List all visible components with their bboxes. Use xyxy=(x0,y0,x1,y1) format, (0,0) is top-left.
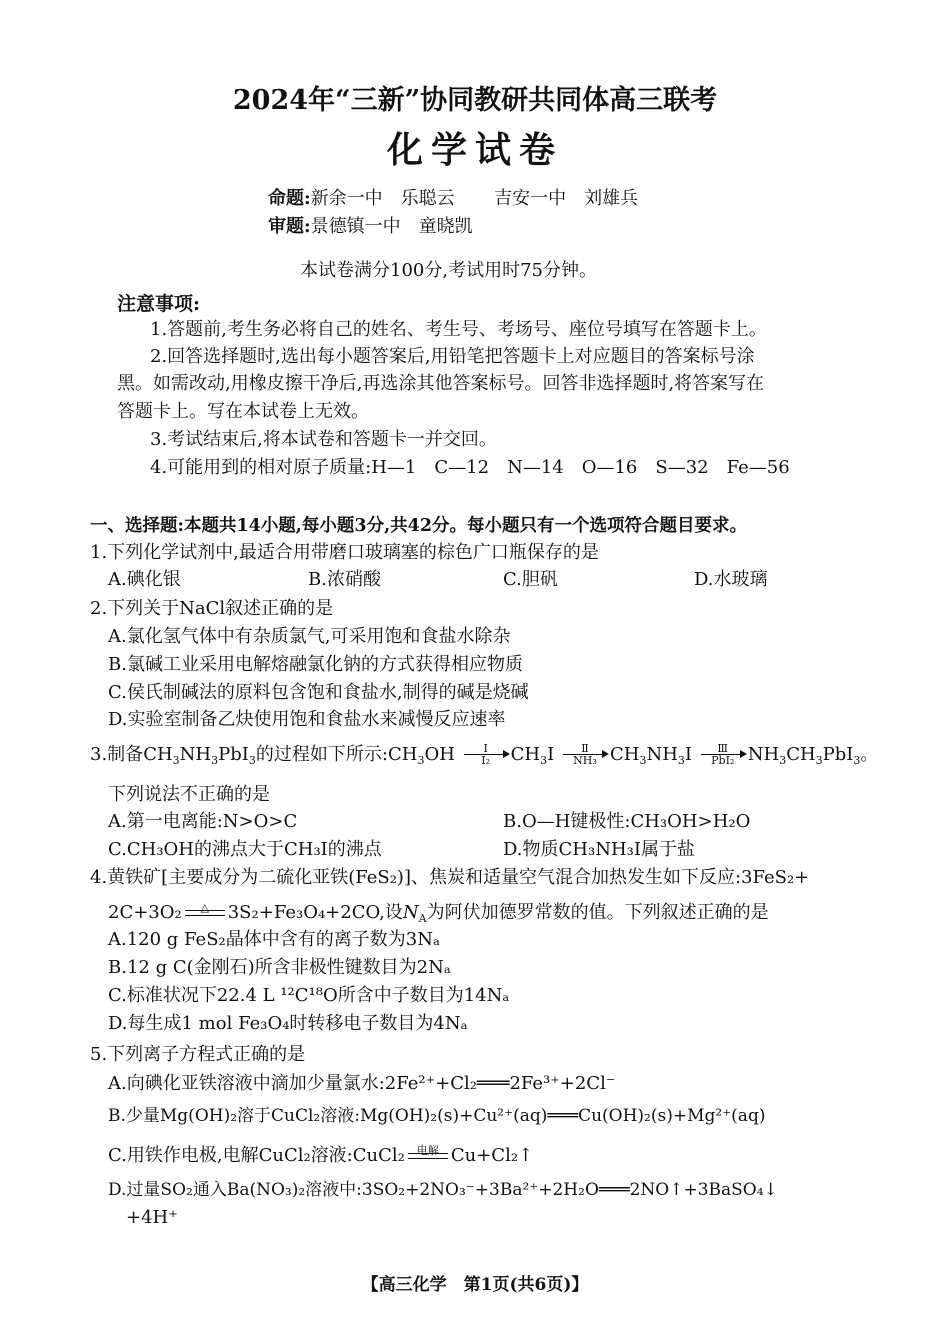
authors-line xyxy=(268,187,638,211)
authors-label: 命题: xyxy=(268,188,311,209)
score-info: 本试卷满分100分,考试用时75分钟。 xyxy=(300,260,597,281)
q3-arrow-2: Ⅱ NH₃ xyxy=(563,743,607,767)
note-3: 3.考试结束后,将本试卷和答题卡一并交回。 xyxy=(150,429,497,450)
q2-stem: 2.下列关于NaCl叙述正确的是 xyxy=(90,598,334,619)
q3-arrow-1: Ⅰ I₂ xyxy=(464,743,508,767)
q5-option-d-line1: D.过量SO₂通入Ba(NO₃)₂溶液中:3SO₂+2NO₃⁻+3Ba²⁺+2H₂O═══2NO↑+3BaSO₄↓ xyxy=(108,1180,778,1200)
q5-option-b: B.少量Mg(OH)₂溶于CuCl₂溶液:Mg(OH)₂(s)+Cu²⁺(aq)═══Cu(OH)₂(s)+Mg²⁺(aq) xyxy=(108,1106,766,1126)
page-footer: 【高三化学 第1页(共6页)】 xyxy=(361,1275,589,1295)
q4-equation xyxy=(108,901,769,931)
q1-option-b: B.浓硝酸 xyxy=(308,569,381,590)
section-1-heading: 一、选择题:本题共14小题,每小题3分,共42分。每小题只有一个选项符合题目要求。 xyxy=(90,516,748,536)
reviewer-label: 审题: xyxy=(268,216,311,237)
q4-stem-1: 4.黄铁矿[主要成分为二硫化亚铁(FeS₂)]、焦炭和适量空气混合加热发生如下反应:3FeS₂+ xyxy=(90,867,810,888)
subject-title: 化学试卷 xyxy=(386,129,563,171)
q2-option-c: C.侯氏制碱法的原料包含饱和食盐水,制得的碱是烧碱 xyxy=(108,682,529,703)
q1-option-c: C.胆矾 xyxy=(503,569,558,590)
note-2c: 答题卡上。写在本试卷上无效。 xyxy=(117,401,369,422)
reviewer-name: 景德镇一中 童晓凯 xyxy=(310,216,473,237)
q3-option-a: A.第一电离能:N>O>C xyxy=(108,811,298,832)
q3-option-b: B.O—H键极性:CH₃OH>H₂O xyxy=(503,811,751,832)
q2-option-a: A.氯化氢气体中有杂质氯气,可采用饱和食盐水除杂 xyxy=(108,626,511,647)
q2-option-b: B.氯碱工业采用电解熔融氯化钠的方式获得相应物质 xyxy=(108,654,523,675)
q1-option-d: D.水玻璃 xyxy=(694,569,768,590)
q4-na-symbol: N xyxy=(402,902,419,923)
note-2b: 黑。如需改动,用橡皮擦干净后,再选涂其他答案标号。回答非选择题时,将答案写在 xyxy=(117,373,765,394)
notes-heading: 注意事项: xyxy=(117,293,201,315)
q3-stem-prefix: 3.制备 xyxy=(90,744,144,765)
q3-arrow-3: Ⅲ PbI₂ xyxy=(701,743,745,767)
q3-stem-mid: 的过程如下所示: xyxy=(255,744,388,765)
note-2a: 2.回答选择题时,选出每小题答案后,用铅笔把答题卡上对应题目的答案标号涂 xyxy=(150,346,755,367)
q5-option-a: A.向碘化亚铁溶液中滴加少量氯水:2Fe²⁺+Cl₂═══2Fe³⁺+2Cl⁻ xyxy=(108,1073,616,1094)
q4-eq-left: 2C+3O₂ xyxy=(108,902,182,923)
q3-option-c: C.CH₃OH的沸点大于CH₃I的沸点 xyxy=(108,839,382,860)
authors-2: 吉安一中 刘雄兵 xyxy=(494,188,639,209)
q5-option-d-line2: +4H⁺ xyxy=(126,1207,178,1228)
q4-eq-sign: △ xyxy=(185,910,225,916)
reviewer-line xyxy=(268,215,473,239)
q3-option-d: D.物质CH₃NH₃I属于盐 xyxy=(503,839,695,860)
q1-option-a: A.碘化银 xyxy=(108,569,181,590)
q4-option-c: C.标准状况下22.4 L ¹²C¹⁸O所含中子数目为14Nₐ xyxy=(108,985,510,1006)
q2-option-d: D.实验室制备乙炔使用饱和食盐水来减慢反应速率 xyxy=(108,709,506,730)
q3-stem: 3.制备$CH_3NH_3PbI_3$的过程如下所示$:CH_3OH$ Ⅰ I₂ $CH_3I$ Ⅱ NH₃ $CH_3NH_3I$ Ⅲ PbI₂ $NH_3CH_3PbI_3$。 xyxy=(90,742,879,767)
q3-stem-2: 下列说法不正确的是 xyxy=(108,784,270,805)
q5-option-c xyxy=(108,1144,533,1168)
q5-c-right: Cu+Cl₂↑ xyxy=(450,1145,534,1166)
q5-c-left: C.用铁作电极,电解CuCl₂溶液:CuCl₂ xyxy=(108,1145,405,1166)
authors-1: 新余一中 乐聪云 xyxy=(310,188,455,209)
q4-eq-tail: 为阿伏加德罗常数的值。下列叙述正确的是 xyxy=(426,902,769,923)
note-4: 4.可能用到的相对原子质量:H—1 C—12 N—14 O—16 S—32 Fe—56 xyxy=(150,457,790,478)
q4-na-sub: A xyxy=(418,912,427,925)
q4-option-d: D.每生成1 mol Fe₃O₄时转移电子数目为4Nₐ xyxy=(108,1013,468,1034)
q5-stem: 5.下列离子方程式正确的是 xyxy=(90,1044,306,1065)
q1-stem: 1.下列化学试剂中,最适合用带磨口玻璃塞的棕色广口瓶保存的是 xyxy=(90,542,599,563)
q5-c-eq-sign: 电解 xyxy=(408,1153,448,1159)
note-1: 1.答题前,考生务必将自己的姓名、考生号、考场号、座位号填写在答题卡上。 xyxy=(150,319,767,340)
q4-option-a: A.120 g FeS₂晶体中含有的离子数为3Nₐ xyxy=(108,929,440,950)
q4-option-b: B.12 g C(金刚石)所含非极性键数目为2Nₐ xyxy=(108,957,451,978)
exam-title: 2024年“三新”协同教研共同体高三联考 xyxy=(232,85,718,116)
q4-eq-right: 3S₂+Fe₃O₄+2CO,设 xyxy=(227,902,403,923)
